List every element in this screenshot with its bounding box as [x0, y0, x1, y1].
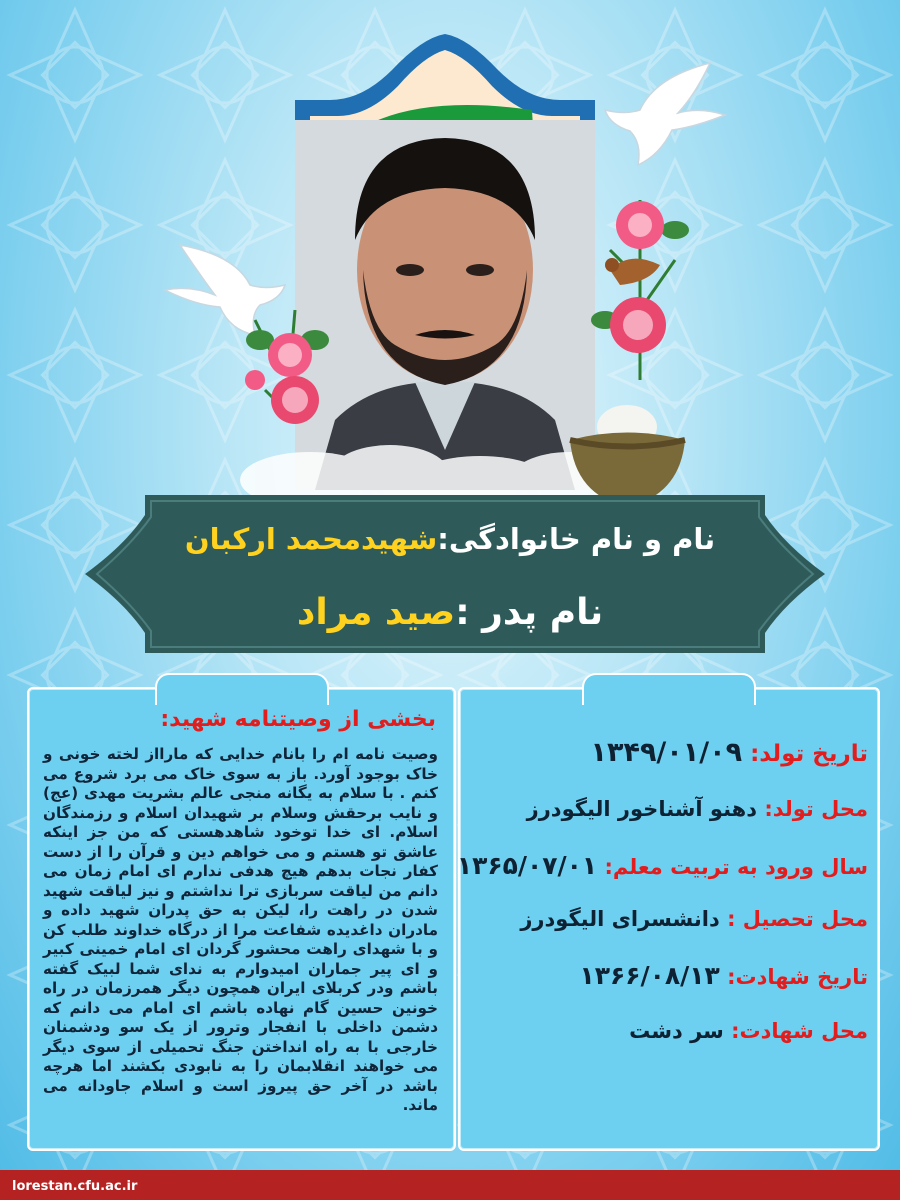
rose-flowers-right-icon	[580, 190, 700, 390]
info-row-martyrdom-date	[468, 961, 868, 990]
info-value: ۱۳۴۹/۰۱/۰۹	[590, 737, 743, 768]
info-value: دهنو آشناخور الیگودرز	[526, 797, 758, 821]
info-row-study-place	[468, 907, 868, 931]
rose-flowers-left-icon	[235, 300, 345, 430]
name-value: شهیدمحمد ارکبان	[184, 522, 438, 556]
info-value: ۱۳۶۶/۰۸/۱۳	[579, 961, 720, 990]
info-label: سال ورود به تربیت معلم:	[604, 855, 868, 879]
footer-site-url[interactable]: lorestan.cfu.ac.ir	[12, 1179, 138, 1194]
info-label: محل تولد:	[764, 797, 868, 821]
info-row-birth-date	[468, 737, 868, 768]
info-value: ۱۳۶۵/۰۷/۰۱	[456, 851, 598, 880]
will-title: بخشی از وصیتنامه شهید:	[160, 707, 436, 732]
father-value: صید مراد	[296, 592, 456, 633]
father-label: نام پدر :	[455, 592, 604, 633]
white-dove-right-icon	[600, 55, 730, 175]
name-label: نام و نام خانوادگی:	[437, 522, 716, 556]
info-row-birth-place	[468, 797, 868, 821]
helmet-nest-icon	[565, 395, 690, 510]
info-panel-tab	[582, 673, 756, 705]
will-panel	[27, 687, 456, 1151]
info-label: تاریخ تولد:	[750, 741, 868, 767]
will-text: وصیت نامه ام را بانام خدایی که مارااز لخته خونی و خاک بوجود آورد. باز به سوی خاک می برد شروع می کنم . با سلام به یگانه منجی عالم بشریت مهدی (عج) و نایب برحقش وسلام بر شهیدان اسلام و رزمندگان اسلام. ای خدا توخود شاهدهستی که من جز اینکه عاشق تو هستم و می خواهم دین و قرآن را از دست کفار نجات بدهم هیچ هدفی ندارم ای امام زمان می دانم من لیاقت سربازی ترا نداشتم و نیز لیاقت شهید شدن در راهت را، لیکن به حق پدران شهید داده و مادران داغدیده شفاعت مرا از درگاه خداوند طلب کن و با شهدای راهت محشور گردان ای امام خمینی کبیر و ای پیر جماران امیدوارم به ندای شما لبیک گفته باشم ودر کربلای ایران همچون دیگر همرزمان در راه خونین حسین گام نهاده باشم ای امام می دانم که دشمن داخلی با انفجار وترور از یک سو ودشمنان خارجی با به راه انداختن جنگ تحمیلی از سوی دیگر می خواهند انقلابمان را به نابودی بکشند اما هرچه باشد در آخر حق پیروز است و اسلام جاودانه می ماند.	[43, 745, 438, 1114]
info-label: تاریخ شهادت:	[727, 965, 868, 989]
info-row-entry-year	[456, 851, 868, 880]
info-row-martyrdom-place	[468, 1019, 868, 1043]
name-line	[0, 522, 900, 556]
info-label: محل تحصیل :	[727, 907, 868, 931]
father-line	[0, 592, 900, 633]
info-value: سر دشت	[629, 1019, 724, 1043]
info-label: محل شهادت:	[731, 1019, 868, 1043]
info-panel	[458, 687, 880, 1151]
info-value: دانشسرای الیگودرز	[520, 907, 720, 931]
will-panel-tab	[155, 673, 329, 705]
